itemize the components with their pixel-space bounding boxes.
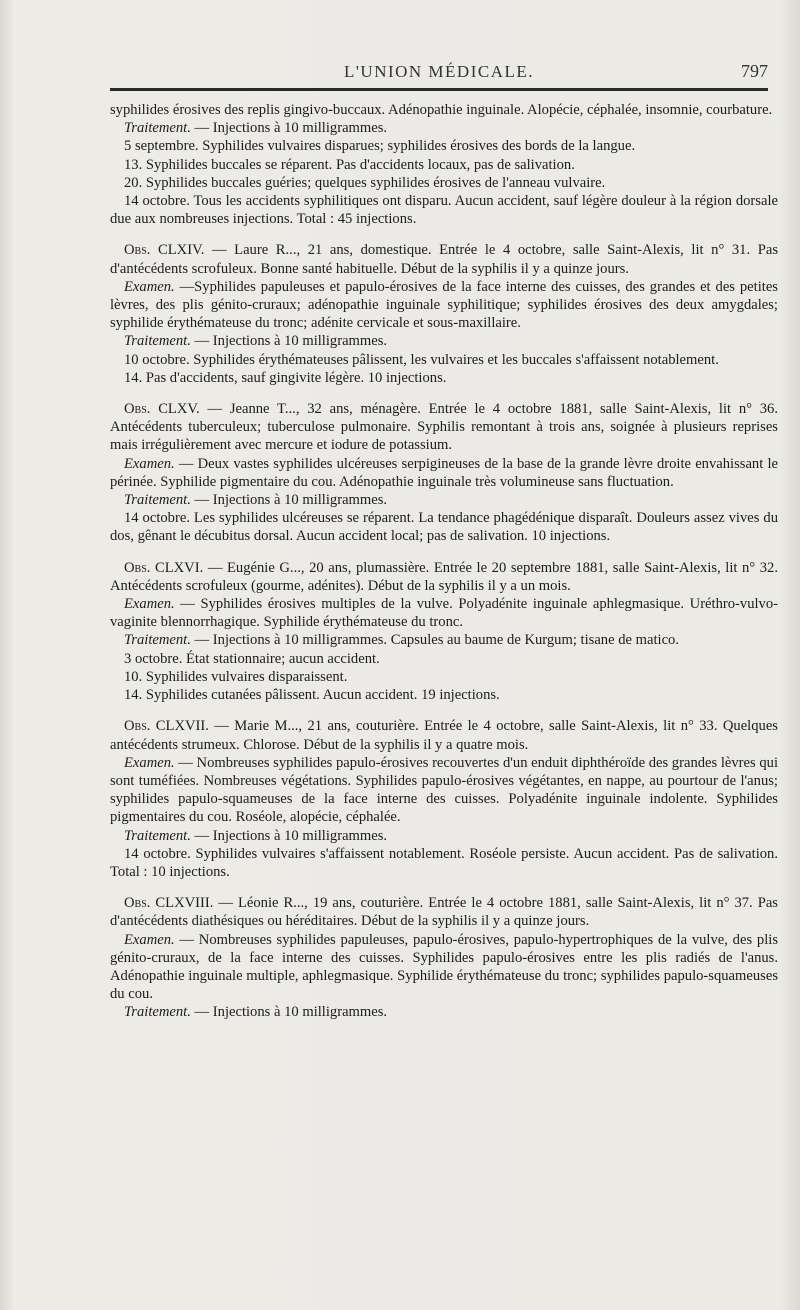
paragraph [110, 351, 778, 369]
paragraph-gap [110, 546, 778, 559]
paragraph [110, 137, 778, 155]
paragraph-text: — Injections à 10 milligrammes. [190, 827, 388, 844]
section-lead: Examen. [124, 596, 175, 613]
paragraph-text: — Deux vastes syphilides ulcéreuses serpigineuses de la base de la grande lèvre droite envahissant le périnée. Syphilide pigmentaire du cou. Adénopathie inguinale très volumineuse sans fluctuation. [110, 455, 778, 490]
observation-number: Obs. CLXIV. [124, 242, 205, 259]
paragraph-text: — Laure R..., 21 ans, domestique. Entrée le 4 octobre, salle Saint-Alexis, lit n° 31. Pas d'antécédents scrofuleux. Bonne santé habituelle. Début de la syphilis il y a quinze jours. [110, 242, 778, 277]
paragraph [110, 631, 778, 649]
observation-heading-paragraph [110, 400, 778, 455]
paragraph [110, 332, 778, 350]
observation-number: Obs. CLXVII. [124, 718, 209, 735]
paragraph-text: — Jeanne T..., 32 ans, ménagère. Entrée le 4 octobre 1881, salle Saint-Alexis, lit n° 36. Antécédents tuberculeux; tuberculose pulmonaire. Syphilis remontant à trois ans, soignée à plusieurs reprises mais irrégulièrement avec mercure et iodure de potassium. [110, 401, 778, 454]
paragraph-text: — Injections à 10 milligrammes. [190, 120, 388, 137]
section-lead: Traitement. [124, 333, 191, 350]
page-number: 797 [741, 61, 768, 81]
paragraph [110, 369, 778, 387]
paragraph [110, 668, 778, 686]
section-lead: Examen. [124, 278, 175, 295]
section-lead: Examen. [124, 754, 175, 771]
paragraph-text: 14 octobre. Les syphilides ulcéreuses se réparent. La tendance phagédénique disparaît. Douleurs assez vives du dos, gênant le décubitus dorsal. Aucun accident local; pas de salivation. 10 injections. [110, 510, 778, 545]
paragraph [110, 1003, 778, 1021]
paragraph-text: — Syphilides érosives multiples de la vulve. Polyadénite inguinale aphlegmasique. Uréthro-vulvo-vaginite blennorrhagique. Syphilide érythémateuse du tronc. [110, 596, 778, 631]
paragraph [110, 156, 778, 174]
paragraph [110, 119, 778, 137]
paragraph [110, 754, 778, 827]
page-header [110, 52, 768, 82]
paragraph-gap [110, 228, 778, 241]
paragraph-text: — Nombreuses syphilides papuleuses, papulo-érosives, papulo-hypertrophiques de la vulve, des plis génito-cruraux, de la face interne des cuisses. Syphilides papulo-érosives entre les plis radiés de l'anus. Adénopathie inguinale multiple, aphlegmasique. Syphilide érythémateuse du tronc; syphilides papulo-squameuses du cou. [110, 931, 778, 1003]
section-lead: Traitement. [124, 1004, 191, 1021]
paragraph-text: — Nombreuses syphilides papulo-érosives recouvertes d'un enduit diphthéroïde des grandes lèvres qui sont tuméfiées. Nombreuses végétations. Syphilides papulo-érosives végétantes, en nappe, au pourtour de l'anus; syphilides papulo-squameuses de la face interne des cuisses. Polyadénite inguinale indolente. Syphilides pigmentaires du cou. Roséole, alopécie, céphalée. [110, 754, 778, 826]
section-lead: Traitement. [124, 120, 191, 137]
paragraph-text: — Marie M..., 21 ans, couturière. Entrée le 4 octobre, salle Saint-Alexis, lit n° 33. Quelques antécédents strumeux. Chlorose. Début de la syphilis il y a quatre mois. [110, 718, 778, 753]
observation-number: Obs. CLXV. [124, 401, 200, 418]
paragraph [110, 650, 778, 668]
paragraph [110, 491, 778, 509]
paragraph [110, 509, 778, 545]
paragraph-text: — Injections à 10 milligrammes. [190, 492, 388, 509]
paragraph [110, 827, 778, 845]
paragraph-text: — Injections à 10 milligrammes. [190, 1004, 388, 1021]
observation-heading-paragraph [110, 241, 778, 277]
paragraph-text: — Léonie R..., 19 ans, couturière. Entrée le 4 octobre 1881, salle Saint-Alexis, lit n° 37. Pas d'antécédents diathésiques ou héréditaires. Début de la syphilis il y a quinze jours. [110, 895, 778, 930]
paragraph-text: 10 octobre. Syphilides érythémateuses pâlissent, les vulvaires et les buccales s'affaissent notablement. [124, 351, 719, 368]
paragraph [110, 192, 778, 228]
document-body [110, 101, 778, 1022]
paragraph [110, 101, 778, 119]
paragraph [110, 455, 778, 491]
paragraph-text: 5 septembre. Syphilides vulvaires disparues; syphilides érosives des bords de la langue. [124, 138, 636, 155]
paragraph-text: — Injections à 10 milligrammes. Capsules au baume de Kurgum; tisane de matico. [190, 632, 679, 649]
paragraph-text: 13. Syphilides buccales se réparent. Pas d'accidents locaux, pas de salivation. [124, 156, 575, 173]
paragraph-text: 14 octobre. Syphilides vulvaires s'affaissent notablement. Roséole persiste. Aucun accident. Pas de salivation. Total : 10 injections. [110, 845, 778, 880]
observation-number: Obs. CLXVIII. [124, 895, 214, 912]
paragraph-text: syphilides érosives des replis gingivo-buccaux. Adénopathie inguinale. Alopécie, céphalée, insomnie, courbature. [110, 102, 773, 118]
section-lead: Traitement. [124, 632, 191, 649]
observation-number: Obs. CLXVI. [124, 559, 204, 576]
paragraph-text: 20. Syphilides buccales guéries; quelques syphilides érosives de l'anneau vulvaire. [124, 174, 606, 191]
section-lead: Traitement. [124, 492, 191, 509]
paragraph-text: — Eugénie G..., 20 ans, plumassière. Entrée le 20 septembre 1881, salle Saint-Alexis, lit n° 32. Antécédents scrofuleux (gourme, adénites). Début de la syphilis il y a un mois. [110, 559, 778, 594]
paragraph [110, 931, 778, 1004]
section-lead: Traitement. [124, 827, 191, 844]
paragraph-text: 14. Pas d'accidents, sauf gingivite légère. 10 injections. [124, 369, 447, 386]
paragraph [110, 174, 778, 192]
observation-heading-paragraph [110, 894, 778, 930]
section-lead: Examen. [124, 931, 175, 948]
observation-heading-paragraph [110, 717, 778, 753]
paragraph-text: 10. Syphilides vulvaires disparaissent. [124, 668, 348, 685]
paragraph-gap [110, 704, 778, 717]
paragraph [110, 278, 778, 333]
paragraph-gap [110, 387, 778, 400]
paragraph-gap [110, 881, 778, 894]
paragraph [110, 595, 778, 631]
observation-heading-paragraph [110, 559, 778, 595]
paragraph-text: — Injections à 10 milligrammes. [190, 333, 388, 350]
header-rule [110, 88, 768, 91]
section-lead: Examen. [124, 455, 175, 472]
paragraph-text: 14. Syphilides cutanées pâlissent. Aucun accident. 19 injections. [124, 687, 500, 704]
paragraph-text: 3 octobre. État stationnaire; aucun accident. [124, 650, 380, 667]
paragraph-text: —Syphilides papuleuses et papulo-érosives de la face interne des cuisses, des grandes et des petites lèvres, des plis génito-cruraux; adénopathie inguinale syphilitique; syphilides érosives des deux amygdales; syphilide érythémateuse du tronc; adénite cervicale et sous-maxillaire. [110, 278, 778, 332]
paragraph [110, 686, 778, 704]
paragraph [110, 845, 778, 881]
paragraph-text: 14 octobre. Tous les accidents syphilitiques ont disparu. Aucun accident, sauf légère douleur à la région dorsale due aux nombreuses injections. Total : 45 injections. [110, 193, 778, 228]
running-title: L'UNION MÉDICALE. [343, 62, 535, 81]
